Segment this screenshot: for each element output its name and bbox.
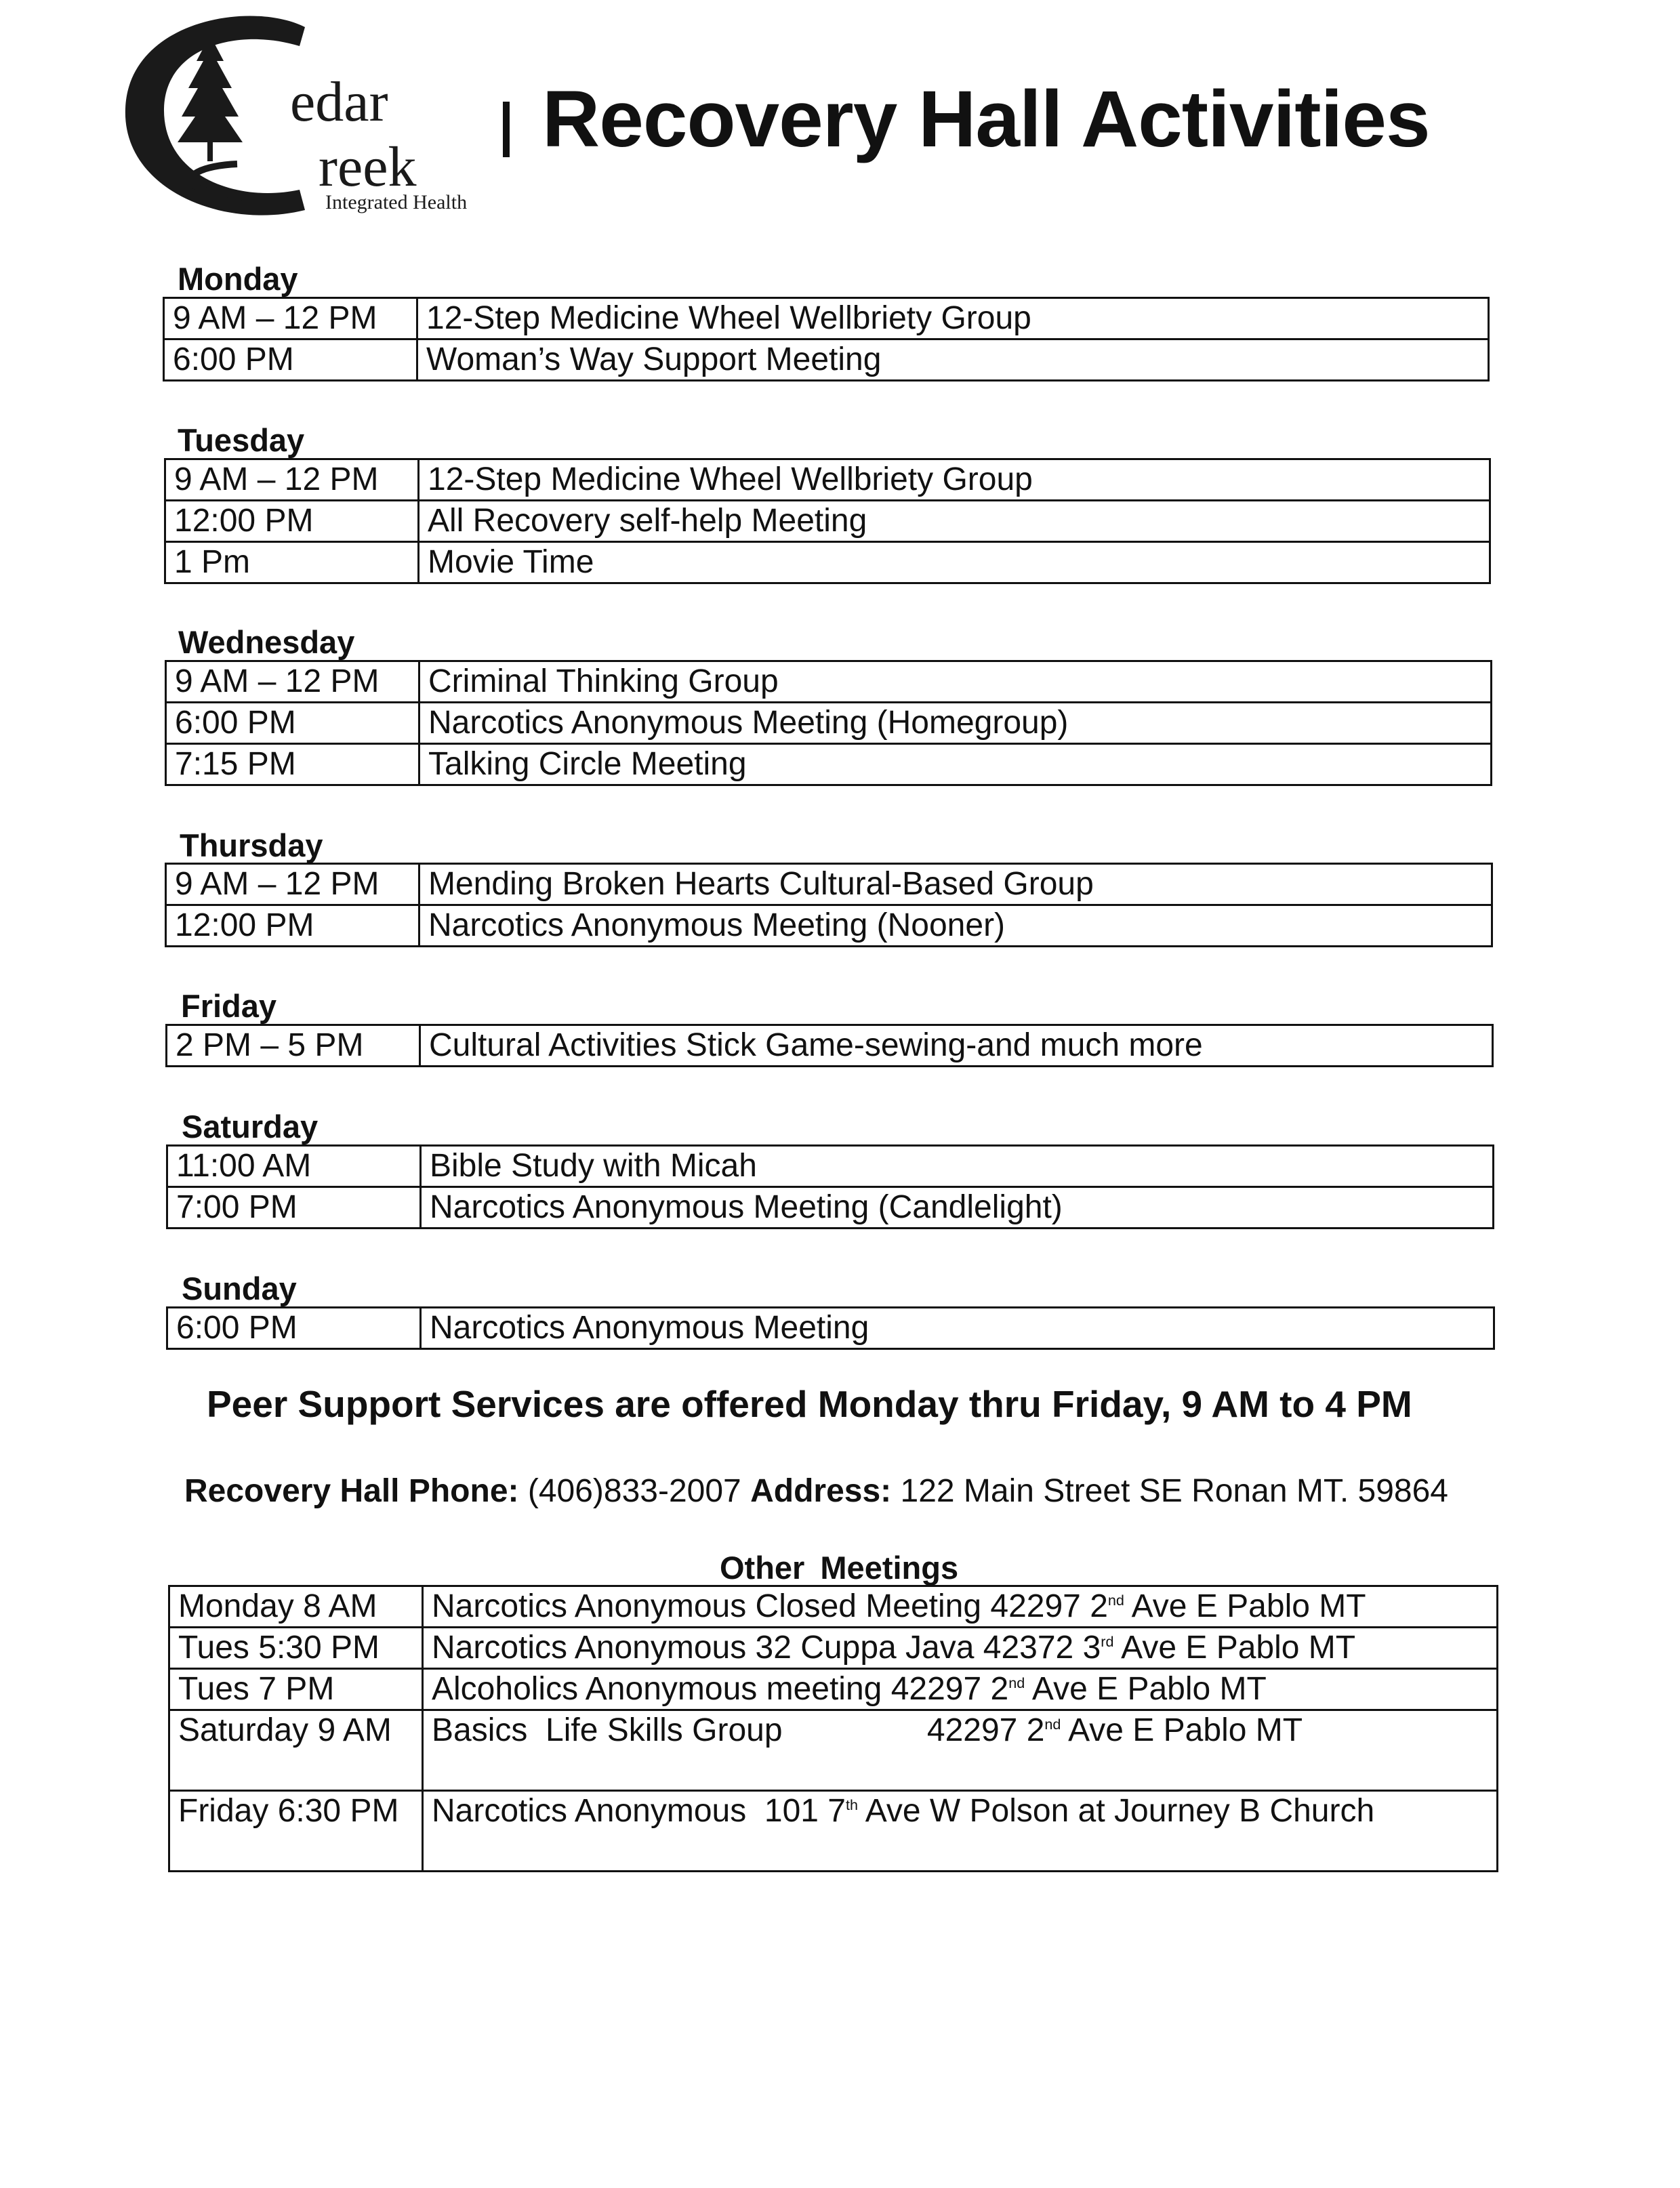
page-title: Recovery Hall Activities — [542, 75, 1430, 164]
phone-label: Recovery Hall Phone: — [184, 1473, 519, 1509]
day-heading: Monday — [178, 261, 298, 297]
time-cell: 12:00 PM — [165, 501, 419, 542]
time-cell: Saturday 9 AM — [169, 1710, 423, 1791]
activity-cell: Narcotics Anonymous Meeting (Homegroup) — [419, 703, 1492, 744]
table-row — [165, 542, 1490, 583]
table-row — [169, 1710, 1498, 1791]
schedule-table-sunday — [166, 1306, 1495, 1350]
schedule-table-friday — [165, 1024, 1494, 1067]
time-cell: 6:00 PM — [166, 703, 419, 744]
other-meetings-table — [168, 1585, 1498, 1872]
activity-cell: Movie Time — [419, 542, 1490, 583]
day-heading: Tuesday — [178, 422, 305, 458]
table-row — [169, 1586, 1498, 1628]
time-cell: 11:00 AM — [167, 1146, 421, 1187]
table-row — [169, 1628, 1498, 1669]
address-value: 122 Main Street SE Ronan MT. 59864 — [900, 1473, 1448, 1509]
time-cell: 2 PM – 5 PM — [167, 1025, 420, 1067]
time-cell: 9 AM – 12 PM — [165, 459, 419, 501]
time-cell: Friday 6:30 PM — [169, 1791, 423, 1872]
other-meetings-heading: Other Meetings — [720, 1550, 959, 1586]
table-row — [167, 1025, 1493, 1067]
table-row — [169, 1669, 1498, 1710]
table-row — [167, 1308, 1494, 1349]
contact-line — [184, 1472, 1448, 1510]
schedule-table-monday — [163, 297, 1490, 381]
address-label: Address: — [750, 1473, 892, 1509]
time-cell: 6:00 PM — [167, 1308, 421, 1349]
schedule-table-tuesday — [164, 458, 1491, 584]
activity-cell: Mending Broken Hearts Cultural-Based Group — [419, 864, 1492, 905]
meeting-cell: Alcoholics Anonymous meeting 42297 2nd Ave E Pablo MT — [423, 1669, 1498, 1710]
time-cell: 9 AM – 12 PM — [166, 661, 419, 703]
time-cell: Tues 5:30 PM — [169, 1628, 423, 1669]
time-cell: 9 AM – 12 PM — [166, 864, 419, 905]
activity-cell: All Recovery self-help Meeting — [419, 501, 1490, 542]
day-heading: Saturday — [182, 1109, 319, 1144]
day-heading: Friday — [181, 988, 277, 1024]
peer-support-note: Peer Support Services are offered Monday thru Friday, 9 AM to 4 PM — [207, 1383, 1412, 1425]
time-cell: 1 Pm — [165, 542, 419, 583]
activity-cell: Narcotics Anonymous Meeting — [421, 1308, 1494, 1349]
table-row — [165, 501, 1490, 542]
activity-cell: Criminal Thinking Group — [419, 661, 1492, 703]
phone-number: (406)833-2007 — [527, 1473, 741, 1509]
table-row — [167, 1187, 1494, 1229]
schedule-table-thursday — [165, 863, 1493, 947]
activity-cell: 12-Step Medicine Wheel Wellbriety Group — [417, 298, 1489, 339]
time-cell: 7:00 PM — [167, 1187, 421, 1229]
table-row — [167, 1146, 1494, 1187]
activity-cell: Talking Circle Meeting — [419, 744, 1492, 785]
table-row — [166, 905, 1492, 947]
meeting-cell: Narcotics Anonymous 32 Cuppa Java 42372 3rd Ave E Pablo MT — [423, 1628, 1498, 1669]
activity-cell: Narcotics Anonymous Meeting (Nooner) — [419, 905, 1492, 947]
time-cell: 9 AM – 12 PM — [164, 298, 417, 339]
meeting-cell: Basics Life Skills Group 42297 2nd Ave E Pablo MT — [423, 1710, 1498, 1791]
logo-word-edar: edar — [290, 70, 388, 133]
table-row — [166, 661, 1492, 703]
day-heading: Wednesday — [178, 624, 355, 660]
table-row — [165, 459, 1490, 501]
meeting-cell: Narcotics Anonymous 101 7th Ave W Polson at Journey B Church — [423, 1791, 1498, 1872]
logo-word-creek: reek — [319, 136, 417, 199]
time-cell: 7:15 PM — [166, 744, 419, 785]
schedule-table-saturday — [166, 1144, 1494, 1229]
title-clipped-mark — [503, 102, 510, 157]
meeting-cell: Narcotics Anonymous Closed Meeting 42297 2nd Ave E Pablo MT — [423, 1586, 1498, 1628]
day-heading: Sunday — [182, 1271, 297, 1306]
activity-cell: Cultural Activities Stick Game-sewing-and much more — [420, 1025, 1493, 1067]
schedule-table-wednesday — [165, 660, 1492, 786]
activity-cell: Woman’s Way Support Meeting — [417, 339, 1489, 381]
table-row — [164, 339, 1489, 381]
table-row — [166, 864, 1492, 905]
table-row — [166, 703, 1492, 744]
cedar-creek-logo — [122, 7, 501, 224]
time-cell: Monday 8 AM — [169, 1586, 423, 1628]
logo-tagline: Integrated Health — [325, 191, 468, 213]
activity-cell: 12-Step Medicine Wheel Wellbriety Group — [419, 459, 1490, 501]
time-cell: 12:00 PM — [166, 905, 419, 947]
time-cell: Tues 7 PM — [169, 1669, 423, 1710]
activity-cell: Narcotics Anonymous Meeting (Candlelight) — [421, 1187, 1494, 1229]
table-row — [164, 298, 1489, 339]
table-row — [169, 1791, 1498, 1872]
activity-cell: Bible Study with Micah — [421, 1146, 1494, 1187]
day-heading: Thursday — [180, 827, 323, 863]
time-cell: 6:00 PM — [164, 339, 417, 381]
table-row — [166, 744, 1492, 785]
